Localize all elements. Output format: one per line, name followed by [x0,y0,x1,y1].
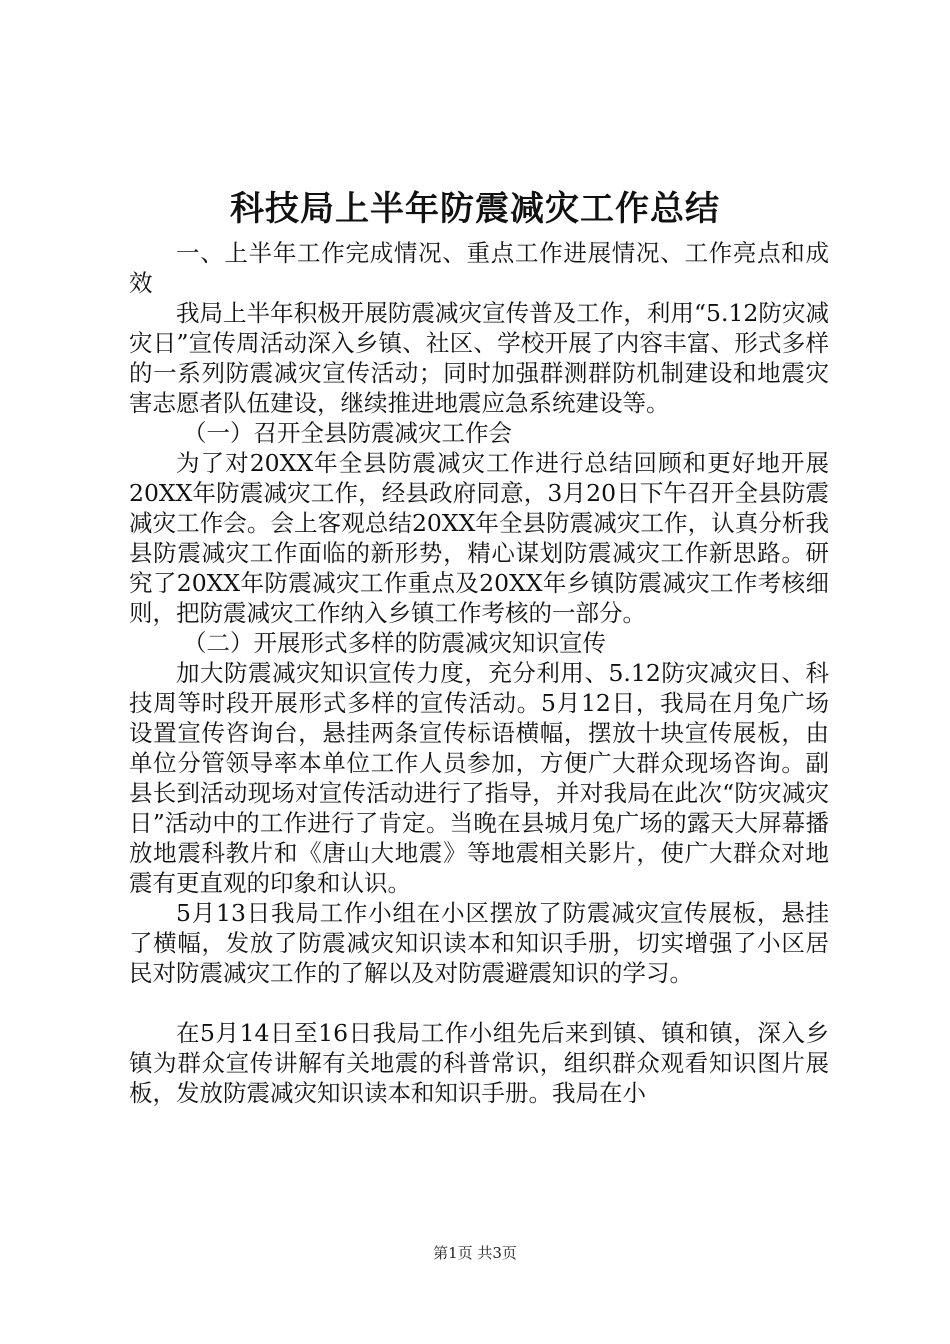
paragraph-publicity: 加大防震减灾知识宣传力度，充分利用、5.12防灾减灾日、科技周等时段开展形式多样的宣传活动。5月12日，我局在月兔广场设置宣传咨询台，悬挂两条宣传标语横幅，摆放十块宣传展板，由单位分管领导率本单位工作人员参加，方便广大群众现场咨询。副县长到活动现场对宣传活动进行了指导，并对我局在此次“防灾减灾日”活动中的工作进行了肯定。当晚在县城月兔广场的露天大屏幕播放地震科教片和《唐山大地震》等地震相关影片，使广大群众对地震有更直观的印象和认识。 [129,659,829,897]
paragraph-meeting: 为了对20XX年全县防震减灾工作进行总结回顾和更好地开展20XX年防震减灾工作，经县政府同意，3月20日下午召开全县防震减灾工作会。会上客观总结20XX年全县防震减灾工作，认真分析我县防震减灾工作面临的新形势，精心谋划防震减灾工作新思路。研究了20XX年防震减灾工作重点及20XX年乡镇防震减灾工作考核细则，把防震减灾工作纳入乡镇工作考核的一部分。 [129,449,829,627]
paragraph-overview: 我局上半年积极开展防震减灾宣传普及工作，利用“5.12防灾减灾日”宣传周活动深入乡镇、社区、学校开展了内容丰富、形式多样的一系列防震减灾宣传活动；同时加强群测群防机制建设和地震灾害志愿者队伍建设，继续推进地震应急系统建设等。 [129,299,829,417]
document-body [129,238,829,1108]
document-title: 科技局上半年防震减灾工作总结 [230,189,720,229]
paragraph-community: 5月13日我局工作小组在小区摆放了防震减灾宣传展板，悬挂了横幅，发放了防震减灾知识读本和知识手册，切实增强了小区居民对防震减灾工作的了解以及对防震避震知识的学习。 [129,899,829,987]
subsection-heading-2: （二）开展形式多样的防震减灾知识宣传 [183,629,607,657]
page-number: 第1页 共3页 [433,1244,517,1262]
paragraph-townships: 在5月14日至16日我局工作小组先后来到镇、镇和镇，深入乡镇为群众宣传讲解有关地震的科普常识，组织群众观看知识图片展板，发放防震减灾知识读本和知识手册。我局在小 [129,1019,829,1107]
section-heading-1: 一、上半年工作完成情况、重点工作进展情况、工作亮点和成效 [129,239,829,297]
subsection-heading-1: （一）召开全县防震减灾工作会 [183,419,513,447]
